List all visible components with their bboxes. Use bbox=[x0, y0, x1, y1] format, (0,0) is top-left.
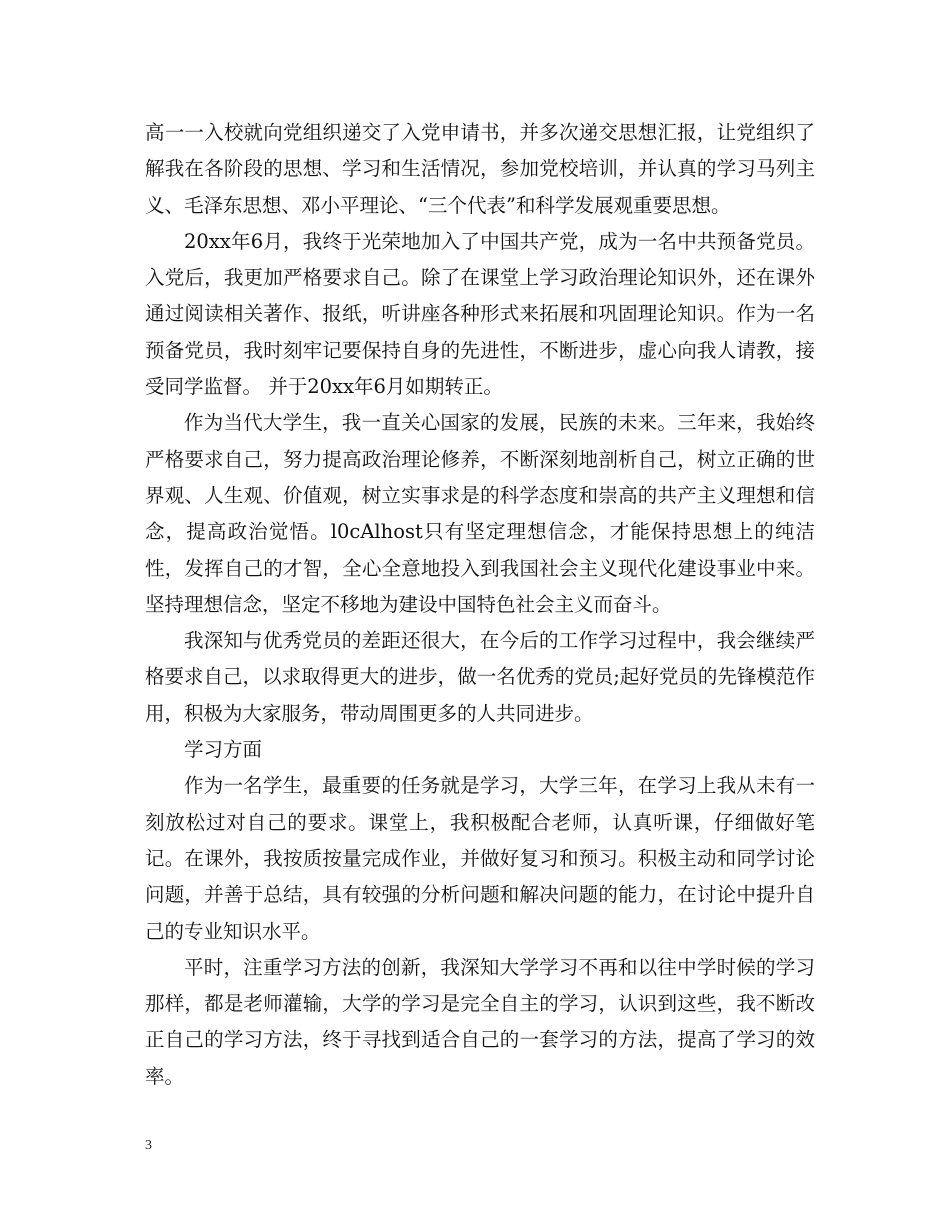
section-heading-study: 学习方面 bbox=[184, 738, 263, 762]
page-number: 3 bbox=[145, 1138, 152, 1153]
paragraph-5: 作为一名学生，最重要的任务就是学习，大学三年，在学习上我从未有一刻放松过对自己的要求。课堂上，我积极配合老师，认真听课，仔细做好笔记。在课外，我按质按量完成作业，并做好复习和预习。积极主动和同学讨论问题，并善于总结，具有较强的分析问题和解决问题的能力，在讨论中提升自己的专业知识水平。 bbox=[145, 774, 815, 943]
paragraph-4: 我深知与优秀党员的差距还很大，在今后的工作学习过程中，我会继续严格要求自己，以求取得更大的进步，做一名优秀的党员;起好党员的先锋模范作用，积极为大家服务，带动周围更多的人共同进步。 bbox=[145, 629, 815, 725]
document-body bbox=[145, 115, 815, 1095]
paragraph-6: 平时，注重学习方法的创新，我深知大学学习不再和以往中学时候的学习那样，都是老师灌输，大学的学习是完全自主的学习，认识到这些，我不断改正自己的学习方法，终于寻找到适合自己的一套学习的方法，提高了学习的效率。 bbox=[145, 955, 815, 1088]
paragraph-2: 20xx年6月，我终于光荣地加入了中国共产党，成为一名中共预备党员。入党后，我更加严格要求自己。除了在课堂上学习政治理论知识外，还在课外通过阅读相关著作、报纸，听讲座各种形式来拓展和巩固理论知识。作为一名预备党员，我时刻牢记要保持自身的先进性，不断进步，虚心向我人请教，接受同学监督。 并于20xx年6月如期转正。 bbox=[145, 229, 815, 399]
paragraph-3: 作为当代大学生，我一直关心国家的发展，民族的未来。三年来，我始终严格要求自己，努力提高政治理论修养，不断深刻地剖析自己，树立正确的世界观、人生观、价值观，树立实事求是的科学态度和崇高的共产主义理想和信念，提高政治觉悟。l0cAlhost只有坚定理想信念，才能保持思想上的纯洁性，发挥自己的才智，全心全意地投入到我国社会主义现代化建设事业中来。坚持理想信念，坚定不移地为建设中国特色社会主义而奋斗。 bbox=[145, 411, 815, 616]
paragraph-1: 高一一入校就向党组织递交了入党申请书，并多次递交思想汇报，让党组织了解我在各阶段的思想、学习和生活情况，参加党校培训，并认真的学习马列主义、毛泽东思想、邓小平理论、“三个代表”和科学发展观重要思想。 bbox=[145, 121, 815, 217]
